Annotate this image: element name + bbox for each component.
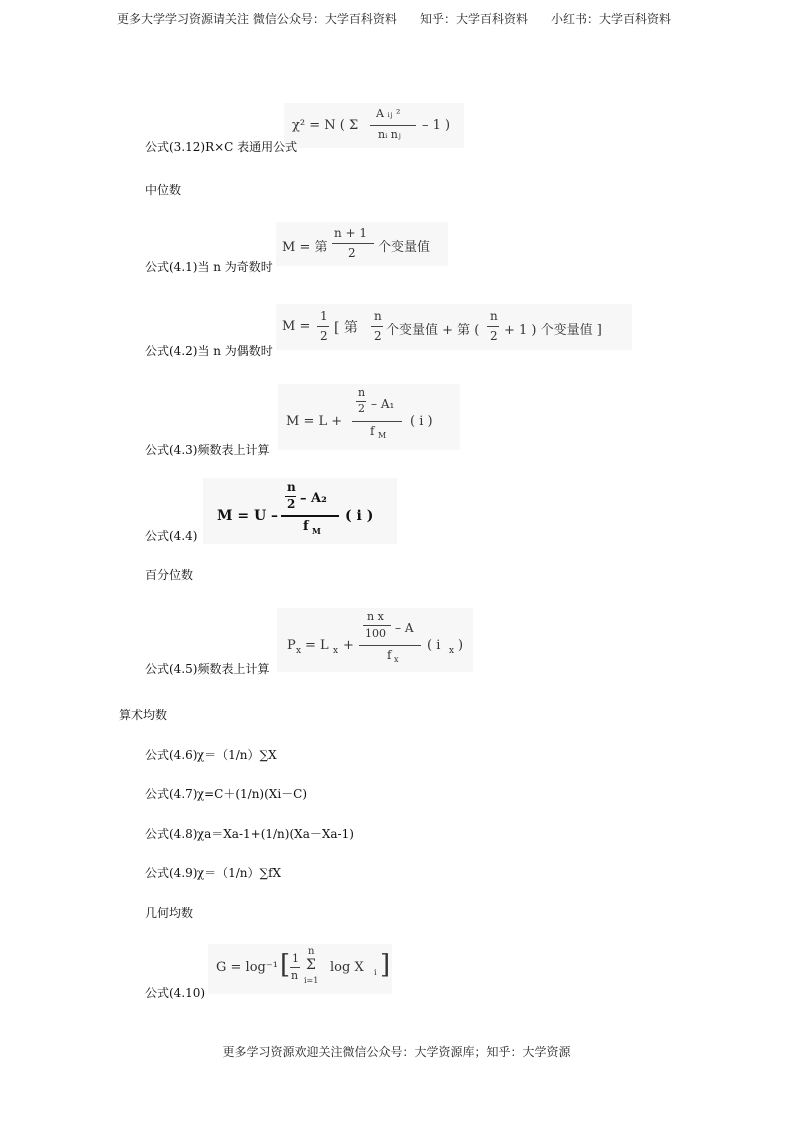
formula-4-3-den-sub: M xyxy=(378,431,387,440)
formula-4-1-lhs: M = 第 xyxy=(282,240,328,255)
formula-4-4-rhs: ( i ) xyxy=(345,508,374,524)
formula-4-8-code: 公式(4.8) xyxy=(145,827,198,841)
formula-4-1-numerator: n + 1 xyxy=(334,226,368,240)
formula-4-2-part3: + 1 ) 个变量值 ] xyxy=(504,323,602,338)
geometric-mean-heading: 几何均数 xyxy=(145,906,194,920)
formula-3-12-label: 公式(3.12)R×C 表通用公式 xyxy=(145,140,298,154)
formula-4-10-image xyxy=(208,944,392,994)
formula-4-5-num-rest: – A xyxy=(395,621,414,635)
formula-4-5-plus: + xyxy=(343,638,354,653)
formula-4-3-num-top: n xyxy=(358,386,366,399)
formula-4-4-lhs: M = U – xyxy=(217,508,279,524)
formula-4-2-bar3 xyxy=(487,326,499,327)
formula-4-8-line xyxy=(145,825,354,842)
page-footer: 更多学习资源欢迎关注微信公众号：大学资源库；知乎：大学资源 xyxy=(222,1045,571,1059)
formula-4-1-rhs: 个变量值 xyxy=(378,240,431,255)
formula-3-12-fraction-bar xyxy=(370,125,416,126)
formula-4-10-sum-top: n xyxy=(308,946,315,957)
formula-4-2-num2: n xyxy=(374,309,382,323)
header-right: 小红书：大学百科资料 xyxy=(551,12,672,26)
formula-4-5-lhs: P xyxy=(287,638,296,653)
formula-4-4-num-rest: – A₂ xyxy=(300,491,327,506)
formula-4-4-den-sub: M xyxy=(312,526,321,536)
formula-4-10-fraction-bar xyxy=(290,967,300,968)
formula-4-2-lhs: M = xyxy=(282,319,311,334)
formula-4-10-sum: Σ xyxy=(306,957,316,973)
formula-4-7-code: 公式(4.7) xyxy=(145,787,198,801)
formula-4-3-num-mid: 2 xyxy=(358,402,365,415)
formula-4-10-lbracket: [ xyxy=(280,950,291,980)
formula-4-10-term: log X xyxy=(330,960,364,975)
formula-4-4-den: f xyxy=(303,519,309,534)
formula-4-5-den-sub: x xyxy=(394,655,399,664)
formula-4-3-image xyxy=(278,384,460,450)
formula-4-5-num-mid: 100 xyxy=(365,627,386,640)
formula-4-5-label: 公式(4.5)频数表上计算 xyxy=(145,662,270,676)
formula-3-12-lhs: χ² = N ( Σ xyxy=(292,118,359,133)
formula-4-10-lhs: G = log⁻¹ xyxy=(216,960,278,975)
formula-4-7-line xyxy=(145,785,307,802)
formula-4-10-rbracket: ] xyxy=(380,950,391,980)
formula-4-5-rhs: ( i xyxy=(427,638,441,653)
formula-4-3-num-rest: – A₁ xyxy=(371,397,395,411)
arithmetic-mean-heading: 算术均数 xyxy=(119,708,168,722)
formula-4-2-den2: 2 xyxy=(374,329,382,343)
formula-4-2-num1: 1 xyxy=(320,309,328,323)
percentile-heading: 百分位数 xyxy=(145,568,194,582)
formula-4-2-bar2 xyxy=(371,326,383,327)
formula-4-5-rhs-sub: x xyxy=(449,646,455,656)
formula-4-6-code: 公式(4.6) xyxy=(145,748,198,762)
header-middle: 知乎：大学百科资料 xyxy=(420,12,529,26)
formula-4-5-den: f xyxy=(387,648,392,662)
formula-4-1-label: 公式(4.1)当 n 为奇数时 xyxy=(145,260,273,274)
header-left: 更多大学学习资源请关注 微信公众号：大学百科资料 xyxy=(117,12,397,26)
formula-4-3-label: 公式(4.3)频数表上计算 xyxy=(145,443,270,457)
formula-4-2-part2: 个变量值 + 第 ( xyxy=(386,323,480,338)
formula-4-3-fraction-bar xyxy=(352,421,402,422)
formula-4-4-label: 公式(4.4) xyxy=(145,529,198,543)
formula-4-10-num: 1 xyxy=(292,952,299,965)
formula-4-8-expr: χa＝Xa-1+(1/n)(Xa－Xa-1) xyxy=(196,827,354,841)
formula-3-12-image xyxy=(284,103,464,148)
formula-4-2-part1: [ 第 xyxy=(334,320,358,336)
formula-4-5-inner-bar xyxy=(363,625,391,626)
median-heading: 中位数 xyxy=(145,183,182,197)
formula-4-2-label: 公式(4.2)当 n 为偶数时 xyxy=(145,344,273,358)
formula-3-12-denominator: nᵢ nⱼ xyxy=(378,128,401,141)
formula-4-1-denominator: 2 xyxy=(348,246,356,260)
formula-4-10-sum-bot: i=1 xyxy=(304,976,319,985)
formula-4-2-num3: n xyxy=(490,309,498,323)
formula-3-12-rhs: – 1 ) xyxy=(422,118,451,133)
formula-4-4-fraction-bar xyxy=(281,515,339,517)
formula-4-3-rhs: ( i ) xyxy=(410,414,433,429)
formula-4-5-eq: = L xyxy=(305,638,329,653)
formula-4-1-fraction-bar xyxy=(332,243,374,244)
formula-4-5-eq-sub: x xyxy=(333,646,339,656)
formula-4-5-rhs-end: ) xyxy=(458,638,464,653)
formula-4-4-num-top: n xyxy=(287,480,296,494)
formula-4-10-term-sub: i xyxy=(374,968,377,977)
formula-4-5-lhs-sub: x xyxy=(296,646,302,656)
formula-4-5-num-top: n x xyxy=(367,610,384,623)
formula-4-5-fraction-bar xyxy=(359,645,421,646)
formula-4-2-den3: 2 xyxy=(490,329,498,343)
formula-4-9-code: 公式(4.9) xyxy=(145,866,198,880)
formula-4-6-expr: χ＝（1/n）∑X xyxy=(196,748,277,762)
formula-4-4-num-mid: 2 xyxy=(287,497,296,511)
formula-4-2-den1: 2 xyxy=(320,329,328,343)
formula-4-2-bar1 xyxy=(317,326,329,327)
formula-4-1-image xyxy=(276,222,448,266)
formula-4-2-image xyxy=(276,304,632,350)
formula-4-10-den: n xyxy=(291,969,299,982)
formula-4-9-expr: χ＝（1/n）∑fX xyxy=(196,866,282,880)
formula-4-7-expr: χ=C＋(1/n)(Xi－C) xyxy=(196,787,308,801)
formula-4-3-den: f xyxy=(370,424,375,438)
formula-4-4-image xyxy=(203,478,397,544)
formula-3-12-numerator: A ᵢⱼ ² xyxy=(376,107,401,120)
formula-4-6-line xyxy=(145,746,277,763)
formula-4-10-label: 公式(4.10) xyxy=(145,986,206,1000)
formula-4-5-image xyxy=(277,608,473,672)
formula-4-3-lhs: M = L + xyxy=(286,414,343,429)
formula-4-9-line xyxy=(145,864,281,881)
